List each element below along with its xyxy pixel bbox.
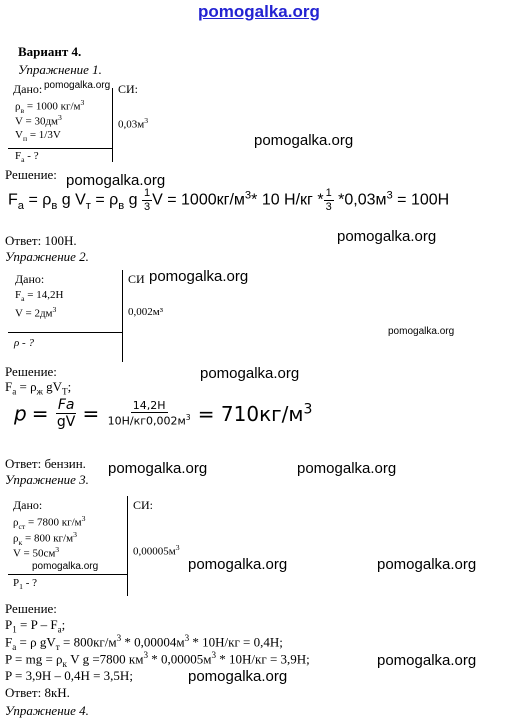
watermark: pomogalka.org [254,132,354,149]
ex1-title: Упражнение 1. [18,62,102,77]
ex2-si-label: СИ [128,272,145,286]
ex3-given-label: Дано: [13,498,43,512]
watermark: pomogalka.org [188,556,288,573]
ex2-title: Упражнение 2. [5,249,89,264]
variant-title: Вариант 4. [18,44,82,59]
ex1-formula: $F_а = \rho_в$ g $V_т = \rho_в$ g $\frac{1}{3}$ $V = 1000кг/м^3*$ 10 Н/кг * $\frac{1}{3}$ $*0,03м^3 = 100Н$ [8,187,450,213]
ex1-si-label: СИ: [118,82,139,96]
ex2-vertical-divider [122,270,123,362]
ex1-solution-label: Решение: [5,167,57,182]
ex1-find: $F_а$ - ? [15,150,39,165]
ex3-given-line: $V = 50см^3$ [13,545,60,560]
ex3-horizontal-divider [8,574,128,575]
ex2-answer: Ответ: бензин. [5,456,86,471]
watermark: pomogalka.org [377,556,477,573]
watermark: pomogalka.org [149,268,249,285]
ex3-solution-label: Решение: [5,601,57,616]
watermark: pomogalka.org [377,652,477,669]
ex3-given-line: $\rho_{ст} = 7800$ $кг/м^3$ [13,514,86,531]
ex3-line: $P_1 = P - F_а$; [5,617,66,635]
ex3-find: $P_1$ - ? [13,577,38,592]
ex2-horizontal-divider [8,332,123,333]
watermark: pomogalka.org [200,365,300,382]
watermark: pomogalka.org [44,80,111,91]
ex1-given-line: $V_п = 1/3V$ [15,129,61,144]
ex3-line: P = 3,9Н – 0,4Н = 3,5Н; [5,668,133,683]
watermark: pomogalka.org [32,561,99,572]
watermark: pomogalka.org [388,326,455,337]
ex2-given-line: $V = 2дм^3$ [15,305,57,320]
ex3-vertical-divider [127,496,128,596]
ex2-formula: p = $\frac{Fa}{gV}$ = $\frac{14,2Н}{10Н/кг0,002м^3}$ = $710кг/м^3$ [14,397,313,430]
ex3-given-line: $\rho_к = 800$ $кг/м^3$ [13,530,77,547]
top-watermark-link[interactable]: pomogalka.org [198,2,320,21]
ex3-line: $F_а = \rho$ $gV_т = 800кг/м^3 * 0,00004м^3 * 10Н/кг = 0,4Н$; [5,633,283,652]
ex3-si-value: $0,00005м^3$ [133,543,180,558]
ex1-answer: Ответ: 100Н. [5,233,77,248]
ex3-line: P = mg = $\rho_к$ V g =7800 $км^3 * 0,00005м^3 * 10Н/кг = 3,9Н$; [5,650,310,669]
ex2-given-line: $F_а = 14,2Н$ [15,289,64,304]
ex1-vertical-divider [112,88,113,162]
ex1-given-label: Дано: [13,82,43,96]
ex2-line1: $F_а = \rho_ж$ $gV_T$; [5,379,72,397]
ex3-answer: Ответ: 8кН. [5,685,70,700]
ex2-si-value: 0,002м³ [128,306,164,318]
ex2-given-label: Дано: [15,272,45,286]
watermark: pomogalka.org [66,172,166,189]
watermark: pomogalka.org [108,460,208,477]
ex1-given-line: $\rho_в = 1000$ $кг/м^3$ [15,98,85,115]
ex3-si-label: СИ: [133,498,154,512]
ex3-title: Упражнение 3. [5,472,89,487]
ex4-title: Упражнение 4. [5,703,89,718]
watermark: pomogalka.org [297,460,397,477]
ex2-solution-label: Решение: [5,364,57,379]
watermark: pomogalka.org [188,668,288,685]
ex1-given-line: $V = 30дм^3$ [15,113,62,128]
ex1-horizontal-divider [8,148,113,149]
ex2-find: ρ - ? [14,337,34,349]
watermark: pomogalka.org [337,228,437,245]
ex1-si-value: $0,03м^3$ [118,116,149,131]
